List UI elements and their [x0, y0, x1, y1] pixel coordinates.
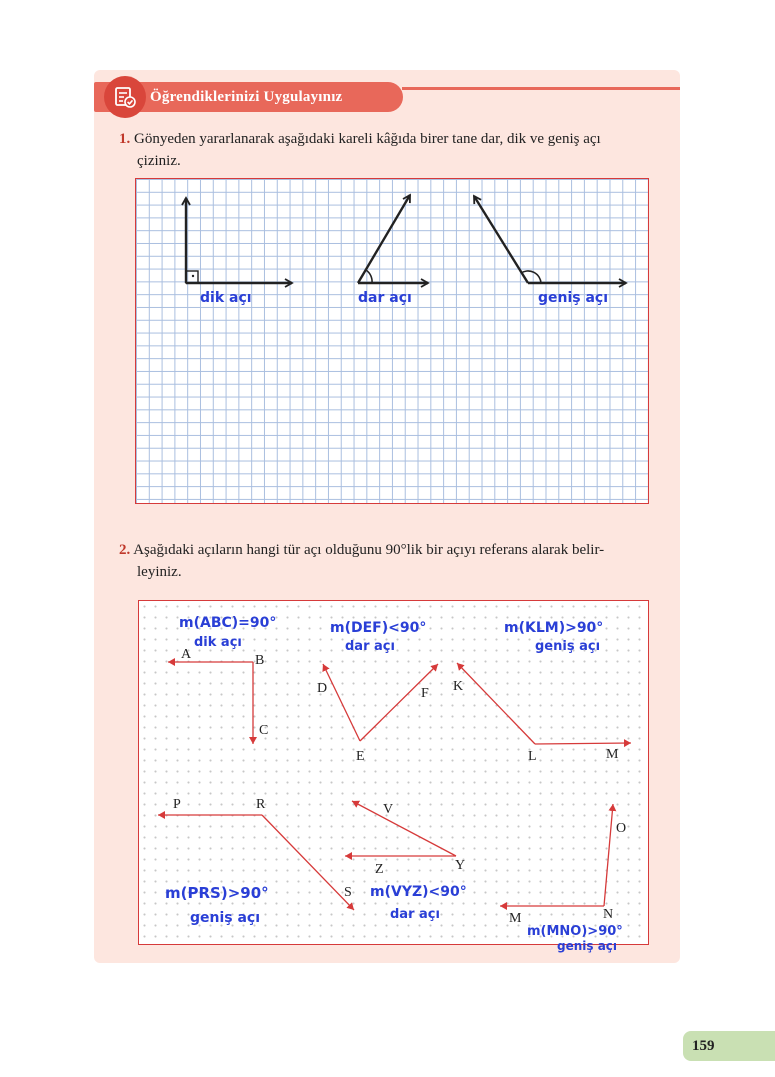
label-e: E	[356, 749, 365, 764]
angle-klm	[457, 663, 631, 744]
right-angle-drawing	[186, 198, 292, 283]
question-2-number: 2.	[119, 542, 131, 558]
acute-angle-answer: dar açı	[358, 290, 412, 306]
label-m2: M	[509, 911, 522, 926]
obtuse-angle-answer: geniş açı	[538, 290, 609, 306]
question-2-text: Aşağıdaki açıların hangi tür açı olduğunu 90°lik bir açıyı referans alarak belir-	[133, 542, 605, 558]
question-1-text-cont: çiziniz.	[137, 153, 181, 169]
answer-def-relation: m(DEF)<90°	[330, 620, 427, 636]
answer-vyz-relation: m(VYZ)<90°	[370, 884, 467, 900]
obtuse-angle-drawing	[474, 196, 626, 283]
page-number: 159	[683, 1031, 775, 1061]
label-s: S	[344, 885, 352, 900]
angle-def	[323, 664, 438, 741]
label-y: Y	[455, 858, 466, 873]
acute-angle-drawing	[358, 195, 428, 283]
label-k: K	[453, 679, 464, 694]
answer-prs-relation: m(PRS)>90°	[165, 884, 269, 902]
answer-mno-relation: m(MNO)>90°	[527, 924, 623, 939]
label-a: A	[181, 647, 192, 662]
question-2-text-cont: leyiniz.	[137, 564, 182, 580]
answer-abc-relation: m(ABC)=90°	[179, 615, 277, 631]
label-l: L	[528, 749, 537, 764]
label-v: V	[383, 802, 394, 817]
answer-vyz-type: dar açı	[390, 907, 440, 922]
label-f: F	[421, 686, 429, 701]
answer-klm-type: geniş açı	[535, 639, 601, 654]
label-c: C	[259, 723, 269, 738]
label-n: N	[603, 907, 614, 922]
answer-mno-type: geniş açı	[557, 939, 618, 953]
angle-vyz	[345, 801, 456, 856]
label-r: R	[256, 797, 266, 812]
label-p: P	[173, 797, 181, 812]
label-d: D	[317, 681, 328, 696]
question-1-number: 1.	[119, 131, 131, 147]
label-b: B	[255, 653, 265, 668]
label-z: Z	[375, 862, 384, 877]
question-1-text: Gönyeden yararlanarak aşağıdaki kareli kâğıda birer tane dar, dik ve geniş açı	[134, 131, 601, 147]
answer-abc-type: dik açı	[194, 635, 242, 650]
answer-prs-type: geniş açı	[190, 910, 261, 926]
angle-mno	[500, 804, 613, 906]
answer-klm-relation: m(KLM)>90°	[504, 620, 604, 636]
label-o: O	[616, 821, 627, 836]
section-title: Öğrendiklerinizi Uygulayınız	[150, 89, 343, 105]
angle-abc	[168, 662, 253, 744]
label-m: M	[606, 747, 619, 762]
answer-def-type: dar açı	[345, 639, 395, 654]
right-angle-answer: dik açı	[200, 290, 252, 306]
